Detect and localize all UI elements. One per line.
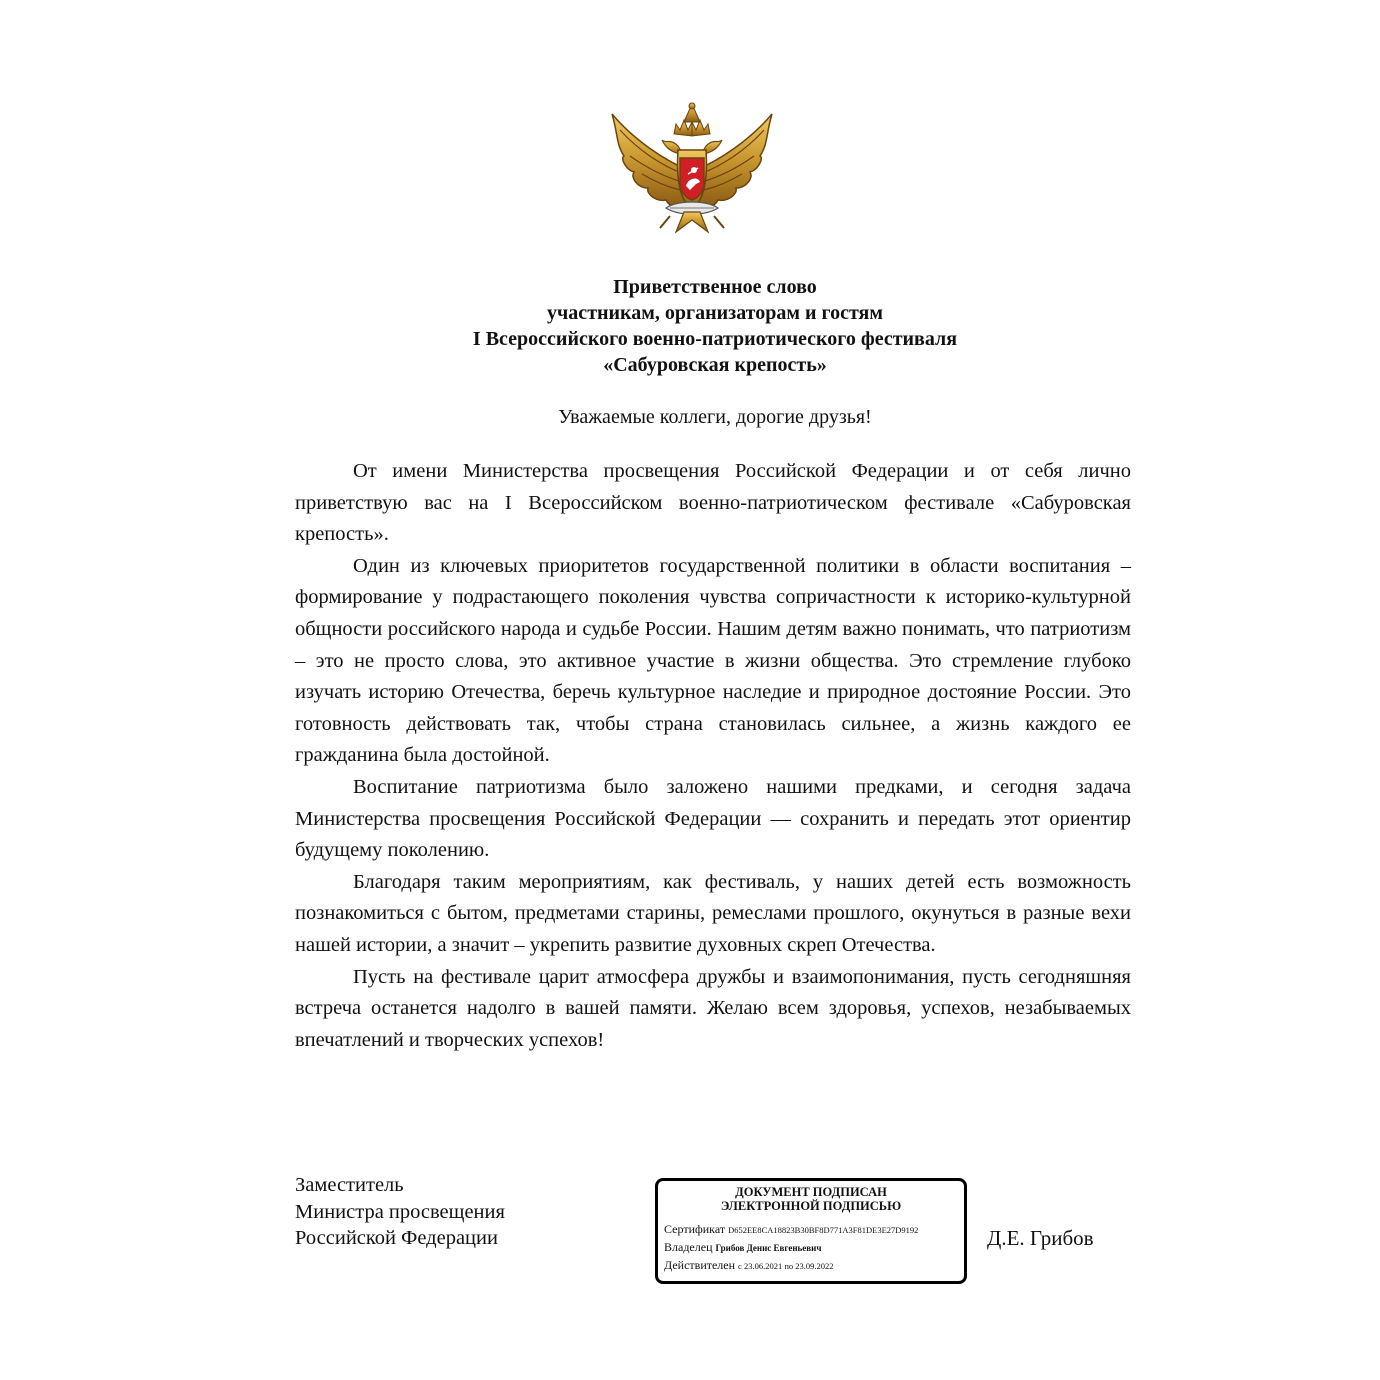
stamp-validity (664, 1257, 958, 1275)
valid-label: Действителен (664, 1258, 736, 1272)
position-line: Российской Федерации (295, 1227, 498, 1249)
stamp-certificate (664, 1221, 958, 1239)
valid-value: с 23.06.2021 по 23.09.2022 (738, 1261, 834, 1271)
paragraph: Благодаря таким мероприятиям, как фестиваль, у наших детей есть возможность познакомиться с бытом, предметами старины, ремеслами прошлого, окунуться в разные вехи нашей истории, а значит – укрепить развитие духовных скреп Отечества. (295, 870, 1131, 956)
title-line: Приветственное слово (613, 276, 817, 298)
stamp-header (664, 1185, 958, 1213)
ministry-emblem-icon (604, 100, 780, 240)
title-line: «Сабуровская крепость» (603, 354, 827, 376)
title-line: участникам, организаторам и гостям (547, 302, 883, 324)
certificate-value: D652EE8CA18823B30BF8D771A3F81DE3E27D9192 (728, 1225, 919, 1235)
body-text (295, 456, 1131, 1056)
position-line: Заместитель (295, 1174, 404, 1196)
paragraph: Воспитание патриотизма было заложено нашими предками, и сегодня задача Министерства просвещения Российской Федерации — сохранить и передать этот ориентир будущему поколению. (295, 775, 1131, 862)
greeting: Уважаемые коллеги, дорогие друзья! (558, 406, 872, 428)
certificate-label: Сертификат (664, 1222, 726, 1236)
signatory-name: Д.Е. Грибов (987, 1226, 1094, 1250)
owner-value: Грибов Денис Евгеньевич (715, 1243, 822, 1253)
position-line: Министра просвещения (295, 1200, 505, 1223)
signatory-position (295, 1172, 505, 1252)
title-line: I Всероссийского военно-патриотического фестиваля (472, 328, 958, 350)
paragraph: Пусть на фестивале царит атмосфера дружбы и взаимопонимания, пусть сегодняшняя встреча останется надолго в вашей памяти. Желаю всем здоровья, успехов, незабываемых впечатлений и творческих успехов! (295, 965, 1131, 1051)
owner-label: Владелец (664, 1240, 713, 1254)
electronic-signature-stamp (655, 1178, 967, 1284)
paragraph: Один из ключевых приоритетов государственной политики в области воспитания – формирование у подрастающего поколения чувства сопричастности к историко-культурной общности российского народа и судьбе России. Нашим детям важно понимать, что патриотизм – это не просто слова, это активное участие в жизни общества. Это стремление глубоко изучать историю Отечества, беречь культурное наследие и природное достояние России. Это готовность действовать так, чтобы страна становилась сильнее, а жизнь каждого ее гражданина была достойной. (295, 554, 1131, 767)
stamp-owner (664, 1239, 958, 1257)
stamp-header-line: ЭЛЕКТРОННОЙ ПОДПИСЬЮ (720, 1199, 902, 1213)
stamp-header-line: ДОКУМЕНТ ПОДПИСАН (735, 1185, 887, 1199)
paragraph: От имени Министерства просвещения Российской Федерации и от себя лично приветствую вас на I Всероссийском военно-патриотическом фестивале «Сабуровская крепость». (295, 460, 1131, 546)
document-title (300, 274, 1130, 378)
